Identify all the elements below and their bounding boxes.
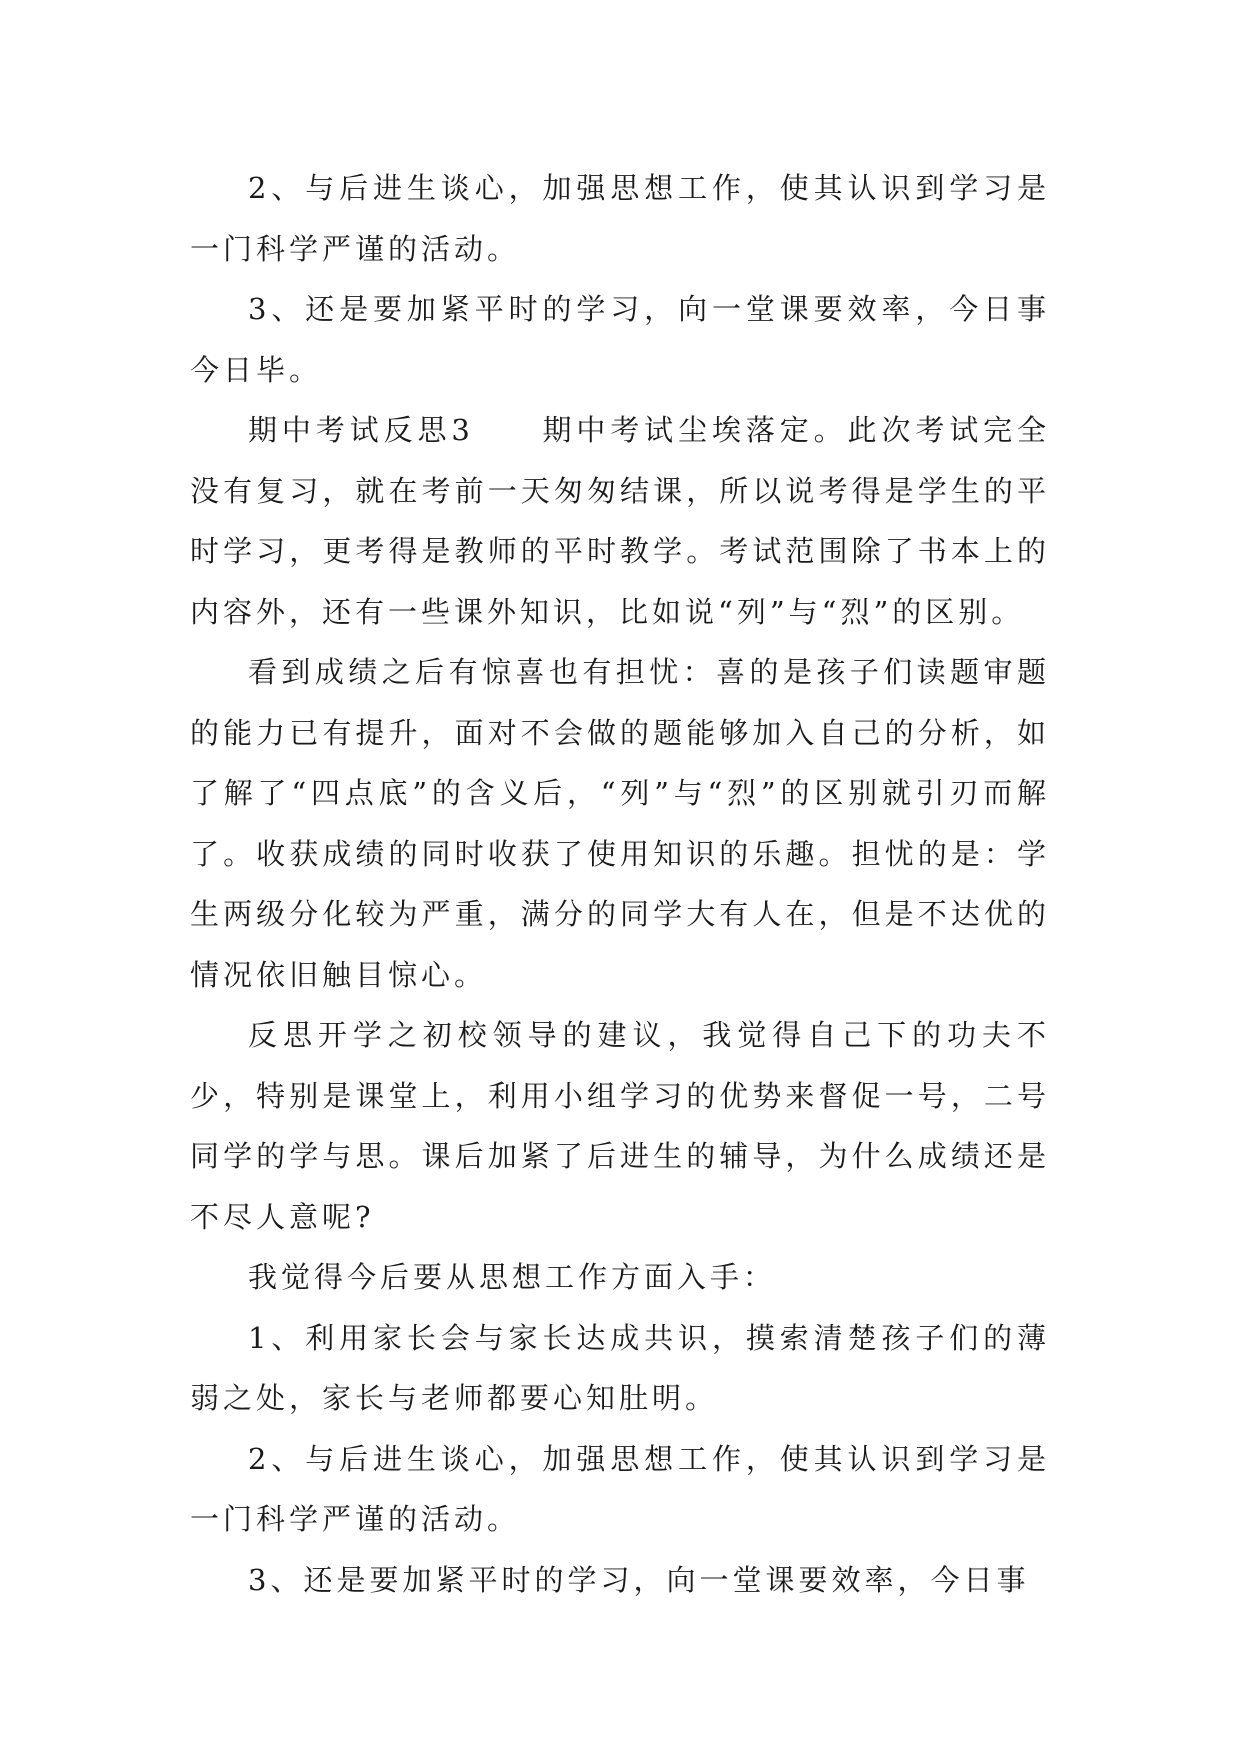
paragraph: 反思开学之初校领导的建议，我觉得自己下的功夫不少，特别是课堂上，利用小组学习的优势来督促一号，二号同学的学与思。课后加紧了后进生的辅导，为什么成绩还是不尽人意呢? [190, 1018, 1050, 1234]
paragraph: 2、与后进生谈心，加强思想工作，使其认识到学习是一门科学严谨的活动。 [190, 171, 1050, 266]
document-page [190, 158, 1050, 1610]
paragraph: 3、还是要加紧平时的学习，向一堂课要效率，今日事 [248, 1562, 1030, 1597]
paragraph: 1、利用家长会与家长达成共识，摸索清楚孩子们的薄弱之处，家长与老师都要心知肚明。 [190, 1320, 1050, 1415]
paragraph: 3、还是要加紧平时的学习，向一堂课要效率，今日事今日毕。 [190, 292, 1050, 387]
paragraph: 2、与后进生谈心，加强思想工作，使其认识到学习是一门科学严谨的活动。 [190, 1441, 1050, 1536]
paragraph: 看到成绩之后有惊喜也有担忧：喜的是孩子们读题审题的能力已有提升，面对不会做的题能够加入自己的分析，如了解了“四点底”的含义后，“列”与“烈”的区别就引刃而解了。收获成绩的同时收获了使用知识的乐趣。担忧的是：学生两级分化较为严重，满分的同学大有人在，但是不达优的情况依旧触目惊心。 [190, 655, 1050, 992]
paragraph: 我觉得今后要从思想工作方面入手： [248, 1260, 777, 1294]
paragraph: 期中考试反思3 期中考试尘埃落定。此次考试完全没有复习，就在考前一天匆匆结课，所以说考得是学生的平时学习，更考得是教师的平时教学。考试范围除了书本上的内容外，还有一些课外知识，比如说“列”与“烈”的区别。 [190, 413, 1050, 629]
